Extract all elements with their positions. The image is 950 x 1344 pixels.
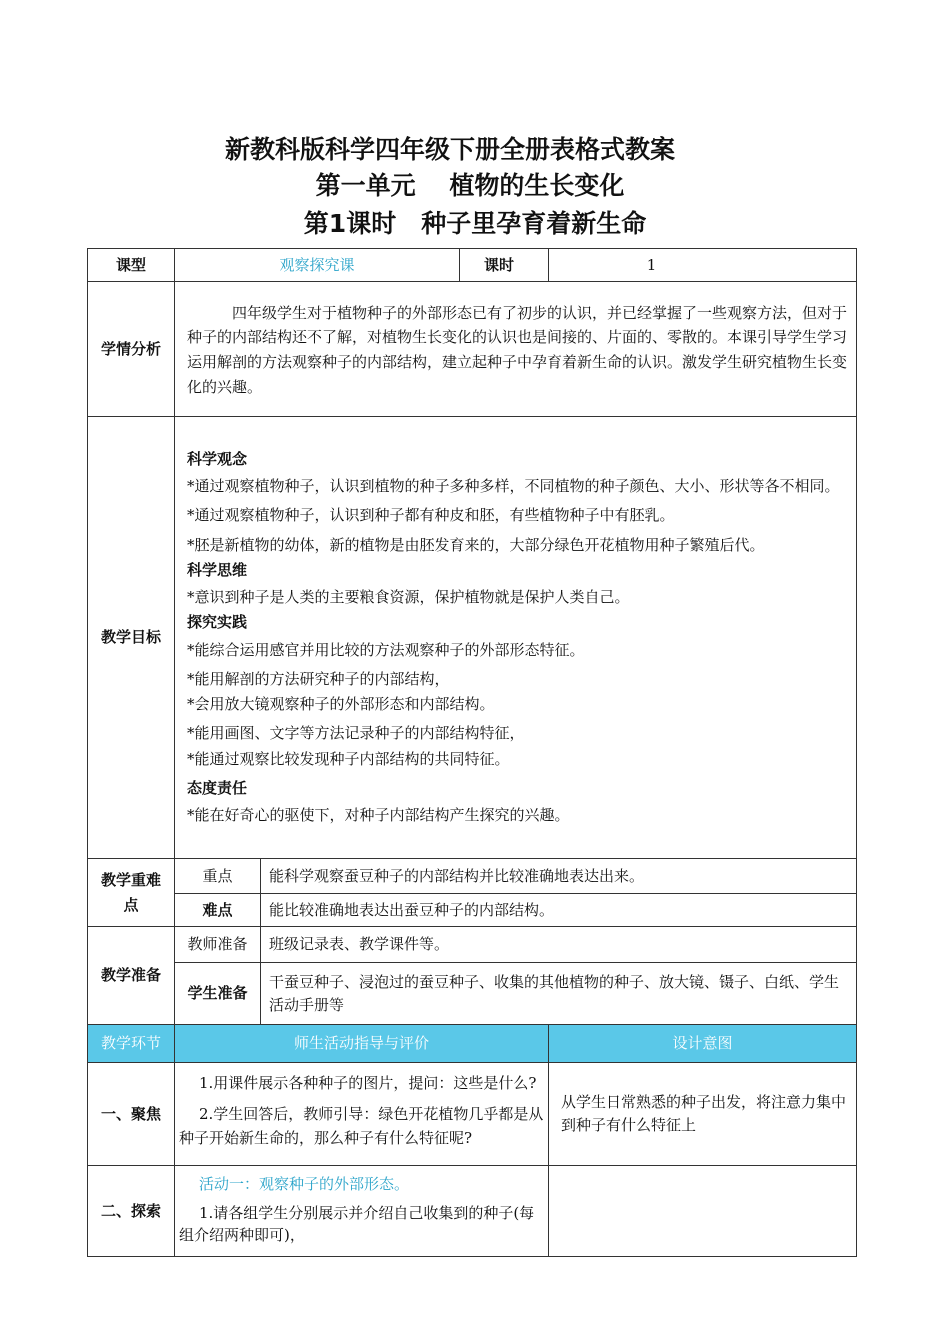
student-prep-label: 学生准备 [175, 963, 261, 1025]
lesson-type-value: 观察探究课 [175, 249, 460, 282]
goal-item: *胚是新植物的幼体，新的植物是由胚发育来的，大部分绿色开花植物用种子繁殖后代。 [187, 535, 765, 554]
goal-item: *能在好奇心的驱使下，对种子内部结构产生探究的兴趣。 [187, 806, 570, 824]
lesson-title: 第1课时 种子里孕育着新生命 [303, 209, 647, 238]
process-header [88, 1025, 857, 1063]
difficulty-text: 能比较准确地表达出蚕豆种子的内部结构。 [261, 894, 857, 927]
row-lesson-type [88, 249, 857, 282]
row-analysis [88, 282, 857, 417]
analysis-label: 学情分析 [88, 282, 175, 417]
activity-item: 1.请各组学生分别展示并介绍自己收集到的种子(每组介绍两种即可)， [179, 1203, 535, 1244]
goal-item: *能通过观察比较发现种子内部结构的共同特征。 [187, 749, 510, 768]
stage-intent: 从学生日常熟悉的种子出发，将注意力集中到种子有什么特征上 [549, 1063, 857, 1166]
intent-column-header: 设计意图 [549, 1025, 857, 1063]
row-difficulty [88, 894, 857, 927]
analysis-text: 四年级学生对于植物种子的外部形态已有了初步的认识，并已经掌握了一些观察方法，但对于种子的内部结构还不了解，对植物生长变化的认识也是间接的、片面的、零散的。本课引导学生学习运用解剖的方法观察种子的内部结构，建立起种子中孕育着新生命的认识。激发学生研究植物生长变化的兴趣。 [187, 303, 848, 396]
activity-item: 2.学生回答后，教师引导：绿色开花植物几乎都是从种子开始新生命的，那么种子有什么特征呢? [179, 1104, 544, 1148]
row-teacher-prep [88, 927, 857, 963]
stage-activities [175, 1166, 549, 1257]
activity-title: 活动一：观察种子的外部形态。 [199, 1175, 410, 1193]
row-goals [88, 417, 857, 859]
class-hours-label: 课时 [460, 249, 549, 282]
goals-label: 教学目标 [88, 417, 175, 859]
preparation-label: 教学准备 [88, 927, 175, 1025]
concept-title: 科学观念 [187, 449, 248, 468]
stage-activities [175, 1063, 549, 1166]
goal-item: *会用放大镜观察种子的外部形态和内部结构。 [187, 695, 495, 713]
unit-title: 第一单元 植物的生长变化 [315, 171, 625, 200]
stage-name: 一、聚焦 [88, 1063, 175, 1166]
key-points-label: 教学重难点 [88, 859, 175, 927]
class-hours-value: 1 [549, 249, 857, 282]
goal-item: *意识到种子是人类的主要粮食资源，保护植物就是保护人类自己。 [187, 588, 630, 606]
row-student-prep [88, 963, 857, 1025]
activity-item: 1.用课件展示各种种子的图片，提问：这些是什么? [199, 1073, 537, 1092]
analysis-cell [175, 282, 857, 417]
goals-cell [175, 417, 857, 859]
lesson-plan-table [87, 248, 857, 1257]
difficulty-label: 难点 [175, 894, 261, 927]
goal-item: *能用画图、文字等方法记录种子的内部结构特征， [187, 724, 525, 743]
lesson-type-label: 课型 [88, 249, 175, 282]
attitude-title: 态度责任 [187, 778, 248, 797]
thinking-title: 科学思维 [187, 560, 248, 579]
student-prep-text: 干蚕豆种子、浸泡过的蚕豆种子、收集的其他植物的种子、放大镜、镊子、白纸、学生活动手册等 [261, 963, 857, 1025]
stage-column-header: 教学环节 [88, 1025, 175, 1063]
teacher-prep-label: 教师准备 [175, 927, 261, 963]
activity-column-header: 师生活动指导与评价 [175, 1025, 549, 1063]
stage-name: 二、探索 [88, 1166, 175, 1257]
teacher-prep-text: 班级记录表、教学课件等。 [261, 927, 857, 963]
row-stage-focus [88, 1063, 857, 1166]
focus-text: 能科学观察蚕豆种子的内部结构并比较准确地表达出来。 [261, 859, 857, 894]
row-stage-explore [88, 1166, 857, 1257]
practice-title: 探究实践 [187, 613, 248, 632]
goal-item: *能用解剖的方法研究种子的内部结构， [187, 669, 450, 688]
stage-intent [549, 1166, 857, 1257]
document-title: 新教科版科学四年级下册全册表格式教案 [224, 135, 675, 164]
focus-label: 重点 [175, 859, 261, 894]
goal-item: *通过观察植物种子，认识到植物的种子多种多样，不同植物的种子颜色、大小、形状等各不相同。 [187, 477, 840, 495]
goal-item: *通过观察植物种子，认识到种子都有种皮和胚，有些植物种子中有胚乳。 [187, 506, 675, 525]
goal-item: *能综合运用感官并用比较的方法观察种子的外部形态特征。 [187, 640, 585, 659]
row-focus [88, 859, 857, 894]
